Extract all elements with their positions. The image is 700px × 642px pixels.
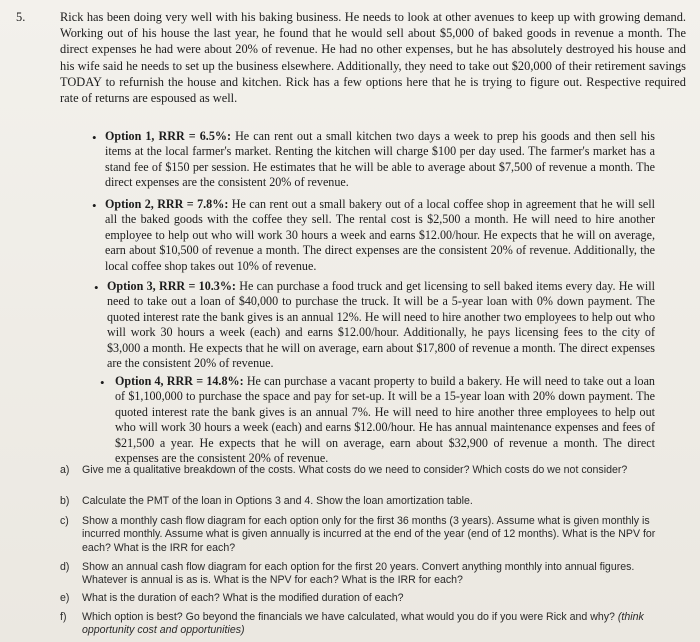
option-3-title: Option 3, RRR = 10.3%: xyxy=(107,279,236,293)
option-1 xyxy=(105,129,655,191)
part-a-label: a) xyxy=(60,464,70,476)
part-f-text xyxy=(82,611,662,638)
part-e-label: e) xyxy=(60,592,70,604)
question-number: 5. xyxy=(16,10,26,24)
option-2-text: He can rent out a small bakery out of a local coffee shop in agreement that he will sell all the baked goods with the coffee they sell. The rental cost is $2,500 a month. He will need to hire another employee to help out who will work 30 hours a week and earns $12.00/hour. He expects that he will on average, earn about $10,500 of revenue a month. The direct expenses are the consistent 20% of revenue. Additionally, the local coffee shop takes out 10% of revenue. xyxy=(105,197,655,273)
part-d-text: Show an annual cash flow diagram for each option for the first 20 years. Convert anything monthly into annual figures. Whatever is annual is as is. What is the NPV for each? What is the IRR for each? xyxy=(82,561,635,587)
bullet-icon: • xyxy=(92,198,97,213)
part-f-label: f) xyxy=(60,611,67,623)
option-1-title: Option 1, RRR = 6.5%: xyxy=(105,129,231,143)
part-b-text: Calculate the PMT of the loan in Options 3 and 4. Show the loan amortization table. xyxy=(82,495,473,507)
part-b-label: b) xyxy=(60,495,70,507)
part-e-text: What is the duration of each? What is the modified duration of each? xyxy=(82,592,404,604)
part-f-main-text: Which option is best? Go beyond the financials we have calculated, what would you do if you were Rick and why? xyxy=(82,611,618,623)
part-c-label: c) xyxy=(60,515,69,527)
option-2 xyxy=(105,197,655,274)
part-c-text: Show a monthly cash flow diagram for each option only for the first 36 months (3 years). Assume what is given monthly is incurred monthly. Assume what is given annually is incurred at the end of the year (end of 12 months). What is the NPV for each? What is the IRR for each? xyxy=(82,515,656,554)
part-f-italic-note: (think opportunity cost and opportunities) xyxy=(82,611,644,637)
option-3-text: He can purchase a food truck and get licensing to sell baked items every day. He will need to take out a loan of $40,000 to purchase the truck. It will be a 5-year loan with 0% down payment. The quoted interest rate the bank gives is an annual 12%. He will need to hire another two employees to help out who will work 30 hours a week (each) and earns $12.00/hour. Additionally, he pays licensing fees to the city of $3,000 a month. He expects that he will on average, earn about $17,800 of revenue a month. The direct expenses are the consistent 20% of revenue. xyxy=(107,279,655,371)
part-a-text: Give me a qualitative breakdown of the costs. What costs do we need to consider? Which costs do we not consider? xyxy=(82,464,628,476)
question-intro: Rick has been doing very well with his baking business. He needs to look at other avenues to keep up with growing demand. Working out of his house the last year, he found that he would sell about $5,000 of baked goods in revenue a month. The direct expenses he had were about 20% of revenue. He had no other expenses, but he has absolutely destroyed his house and his wife said he needs to set up the business elsewhere. Additionally, they need to take out $20,000 of their retirement savings TODAY to refurnish the house and kitchen. Rick has a few options here that he is trying to figure out. Respective required rate of returns are espoused as well. xyxy=(60,10,686,106)
option-4-text: He can purchase a vacant property to build a bakery. He will need to take out a loan of $1,100,000 to purchase the space and pay for set-up. It will be a 15-year loan with 20% down payment. The quoted interest rate the bank gives is an annual 7%. He will need to hire another three employees to help out who will work 30 hours a week (each) and earns $12.00/hour. He has annual maintenance expenses and fees of $21,500 a year. He expects that he will on average, earn about $32,900 of revenue a month. The direct expenses are the consistent 20% of revenue. xyxy=(115,374,655,466)
option-2-title: Option 2, RRR = 7.8%: xyxy=(105,197,229,211)
bullet-icon: • xyxy=(100,375,105,390)
option-3 xyxy=(107,279,655,371)
option-4-title: Option 4, RRR = 14.8%: xyxy=(115,374,244,388)
option-4 xyxy=(115,374,655,466)
part-d-label: d) xyxy=(60,561,70,573)
option-1-text: He can rent out a small kitchen two days a week to prep his goods and then sell his items at the local farmer's market. Renting the kitchen will charge $100 per day used. The farmer's market has a stand fee of $150 per session. He estimates that he will be able to average about $7,500 of revenue a month. The direct expenses are the consistent 20% of revenue. xyxy=(105,129,655,190)
bullet-icon: • xyxy=(94,280,99,295)
bullet-icon: • xyxy=(92,130,97,145)
